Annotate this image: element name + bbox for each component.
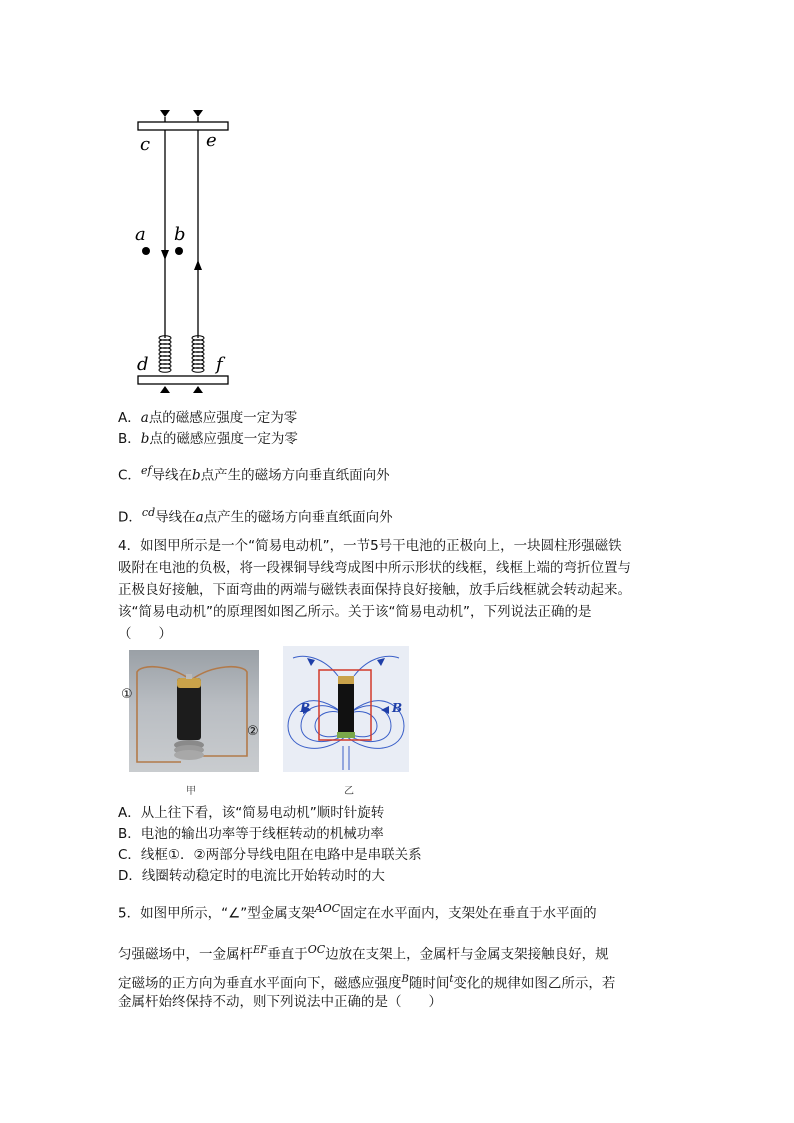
bottom-bar	[138, 376, 228, 384]
top-clamp-left	[160, 110, 170, 117]
figure-a-caption: 甲	[186, 786, 196, 797]
figure-b-caption: 乙	[344, 786, 354, 797]
label-d: d	[137, 354, 149, 375]
marker-2: ②	[247, 724, 259, 739]
label-a: a	[135, 224, 146, 245]
q3-option-a: A．a点的磁感应强度一定为零	[118, 410, 298, 426]
q4-option-d: D．线圈转动稳定时的电流比开始转动时的大	[118, 868, 385, 884]
q5-line-1: 5．如图甲所示，“∠”型金属支架$^{AOC}$固定在水平面内，支架处在垂直于水平面的	[118, 902, 597, 922]
top-bar	[138, 122, 228, 130]
b-label-left: B	[300, 701, 311, 715]
label-c: c	[140, 134, 151, 155]
q4-option-b: B．电池的输出功率等于线框转动的机械功率	[118, 826, 384, 842]
b-label-right: B	[392, 701, 403, 715]
q3-option-c: C．$^{ef}$导线在b点产生的磁场方向垂直纸面向外	[118, 464, 390, 484]
point-a-dot	[142, 247, 150, 255]
arrow-down-icon	[161, 250, 169, 260]
arrow-up-icon	[194, 260, 202, 270]
q4-option-c: C．线框①．②两部分导线电阻在电路中是串联关系	[118, 847, 422, 863]
q5-line-3: 定磁场的正方向为垂直水平面向下，磁感应强度$^B$随时间$^t$变化的规律如图乙所示，若	[118, 974, 616, 992]
q4-stem: 4．如图甲所示是一个“简易电动机”，一节5号干电池的正极向上，一块圆柱形强磁铁 吸附在电池的负极，将一段裸铜导线弯成图中所示形状的线框，线框上端的弯折位置与 正极良好接触，下面弯曲的两端与磁铁表面保持良好接触，放手后线框就会转动起来。 该“简易电动机”的原理图如图乙所示。关于该“简易电动机”，下列说法正确的是 （ ）	[118, 538, 631, 642]
q3-option-b: B．b点的磁感应强度一定为零	[118, 431, 298, 447]
q5-line-4: 金属杆始终保持不动，则下列说法中正确的是（ ）	[118, 994, 442, 1010]
point-b-dot	[175, 247, 183, 255]
label-f: f	[216, 354, 223, 375]
bottom-clamp-right	[193, 386, 203, 393]
wire-frame-figure	[120, 100, 250, 400]
q5-line-2: 匀强磁场中，一金属杆$^{EF}$垂直于$^{OC}$边放在支架上，金属杆与金属支架接触良好，规	[118, 943, 609, 963]
spring-right	[192, 336, 204, 373]
top-clamp-right	[193, 110, 203, 117]
q3-option-d: D．$^{cd}$导线在a点产生的磁场方向垂直纸面向外	[118, 506, 393, 526]
spring-left	[159, 336, 171, 373]
bottom-clamp-left	[160, 386, 170, 393]
label-e: e	[206, 130, 217, 151]
marker-1: ①	[121, 687, 133, 702]
label-b: b	[174, 224, 186, 245]
figure-a-photo	[129, 650, 259, 772]
motor-photo-drawing	[129, 650, 259, 772]
q4-option-a: A．从上往下看，该“简易电动机”顺时针旋转	[118, 805, 385, 821]
